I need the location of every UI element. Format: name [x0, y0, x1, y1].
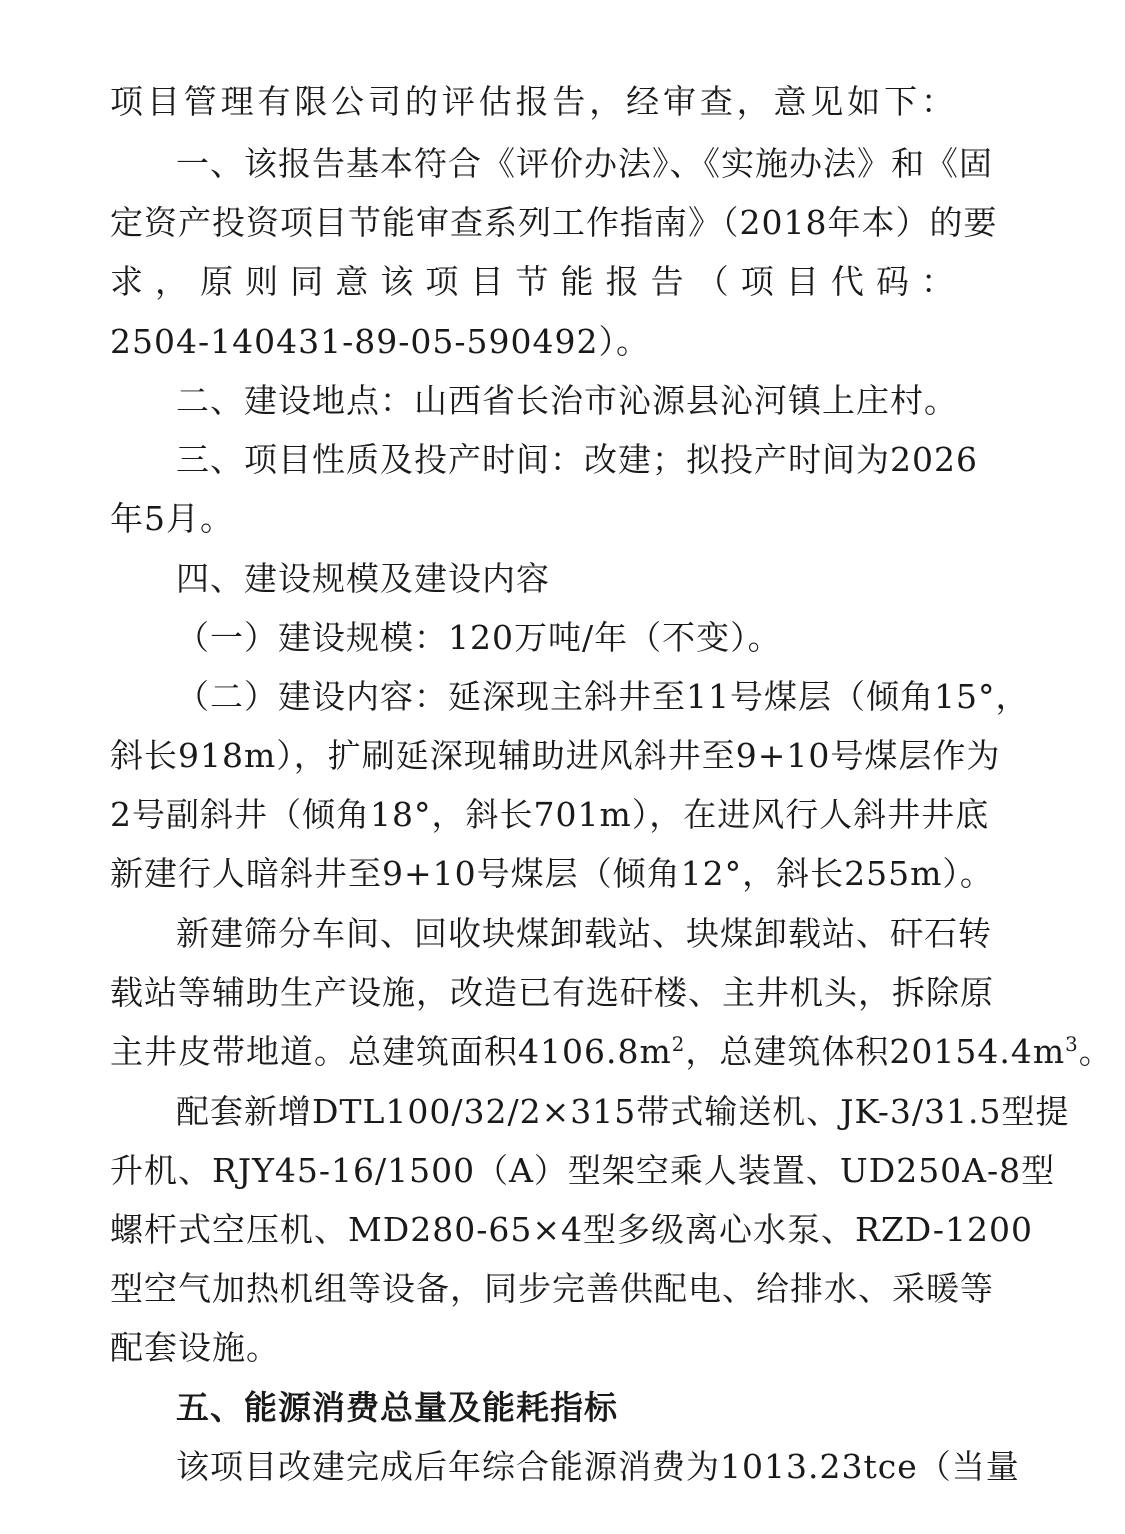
- text-line-2: 一、该报告基本符合《评价办法》、《实施办法》和《固: [176, 144, 993, 183]
- text-line-1: 项目管理有限公司的评估报告，经审查，意见如下：: [110, 82, 955, 121]
- text-line-22: 配套设施。: [110, 1328, 280, 1367]
- text-line-6: 二、建设地点：山西省长治市沁源县沁河镇上庄村。: [176, 381, 958, 420]
- section-heading-4: 四、建设规模及建设内容: [176, 559, 550, 598]
- text-line-18: 配套新增DTL100/32/2×315带式输送机、JK-3/31.5型提: [176, 1092, 1070, 1131]
- text-line-3: 定资产投资项目节能审查系列工作指南》（2018年本）的要: [110, 203, 998, 242]
- text-line-8: 年5月。: [110, 499, 234, 538]
- text-line-24: 该项目改建完成后年综合能源消费为1013.23tce（当量: [176, 1447, 1020, 1486]
- text-line-7: 三、项目性质及投产时间：改建；拟投产时间为2026: [176, 440, 978, 479]
- text-line-4: 求，原则同意该项目节能报告（项目代码：: [110, 262, 955, 301]
- text-line-14: 新建行人暗斜井至9+10号煤层（倾角12°，斜长255m）。: [110, 854, 994, 893]
- volume-superscript: 3: [1065, 1033, 1079, 1056]
- text-line-13: 2号副斜井（倾角18°，斜长701m），在进风行人斜井井底: [110, 795, 990, 834]
- text-line-11: （二）建设内容：延深现主斜井至11号煤层（倾角15°，: [176, 677, 1030, 716]
- text-line-12: 斜长918m），扩刷延深现辅助进风斜井至9+10号煤层作为: [110, 736, 1001, 775]
- area-text-1: 主井皮带地道。总建筑面积4106.8m: [110, 1032, 672, 1071]
- text-line-20: 螺杆式空压机、MD280-65×4型多级离心水泵、RZD-1200: [110, 1210, 1034, 1249]
- text-line-10: （一）建设规模：120万吨/年（不变）。: [176, 618, 782, 657]
- text-line-19: 升机、RJY45-16/1500（A）型架空乘人装置、UD250A-8型: [110, 1151, 1056, 1190]
- text-line-5: 2504-140431-89-05-590492）。: [110, 322, 651, 361]
- text-line-16: 载站等辅助生产设施，改造已有选矸楼、主井机头，拆除原: [110, 973, 994, 1012]
- section-heading-5: 五、能源消费总量及能耗指标: [176, 1388, 618, 1427]
- area-text-2: ，总建筑体积20154.4m: [685, 1032, 1066, 1071]
- area-text-3: 。: [1078, 1032, 1113, 1071]
- text-line-17: [110, 1030, 1113, 1074]
- text-line-15: 新建筛分车间、回收块煤卸载站、块煤卸载站、矸石转: [176, 914, 992, 953]
- text-line-21: 型空气加热机组等设备，同步完善供配电、给排水、采暖等: [110, 1269, 994, 1308]
- area-superscript: 2: [671, 1033, 686, 1056]
